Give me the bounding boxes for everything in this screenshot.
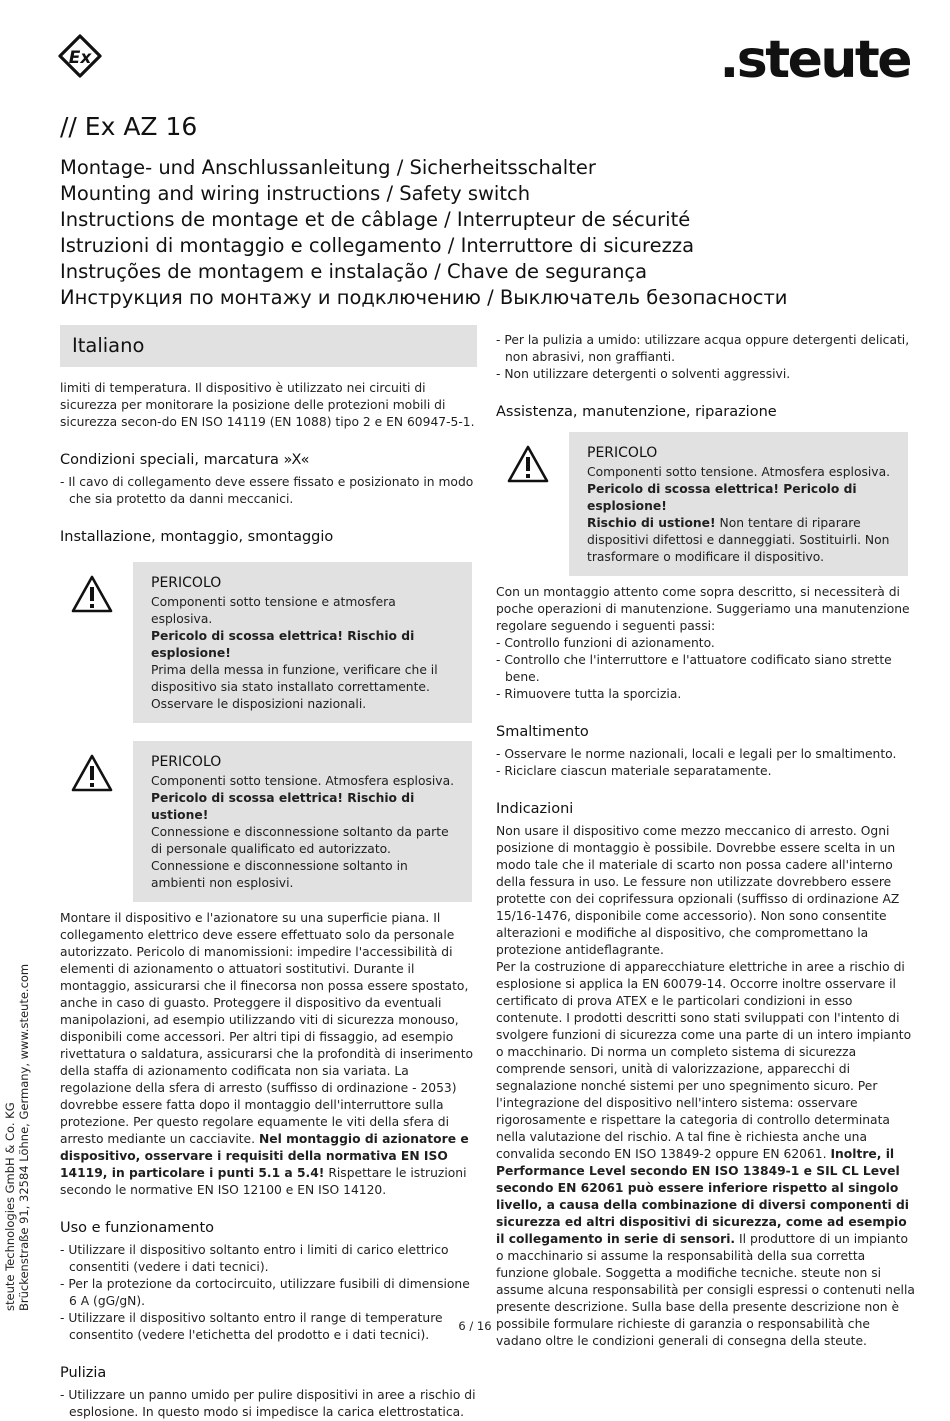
cleaning-item: - Non utilizzare detergenti o solventi aggressivi. — [496, 367, 791, 381]
cleaning-item: - Utilizzare un panno umido per pulire dispositivi in aree a rischio di esplosione. In questo modo si impedisce la carica elettrostatica. — [60, 1388, 476, 1419]
danger-box — [569, 432, 908, 576]
danger-bold-line: Pericolo di scossa elettrica! Rischio di ustione! — [151, 791, 415, 822]
language-title-ru: Инструкция по монтажу и подключению / Выключатель безопасности — [60, 286, 788, 309]
disposal-heading: Smaltimento — [496, 724, 589, 740]
maintenance-item: - Rimuovere tutta la sporcizia. — [496, 687, 682, 701]
cleaning-heading: Pulizia — [60, 1365, 107, 1381]
danger-bold-line: Pericolo di scossa elettrica! Pericolo di esplosione! — [587, 482, 857, 513]
warning-triangle-icon — [70, 753, 114, 793]
steute-logo: .steute — [719, 30, 910, 90]
danger-text: Connessione e disconnessione soltanto da parte di personale qualificato ed autorizzato. Connessione e disconnessione soltanto in ambienti non esplosivi. — [151, 825, 449, 890]
company-address: Brückenstraße 91, 32584 Löhne, Germany, www.steute.com — [17, 963, 31, 1311]
notes-bold-text: Inoltre, il Performance Level secondo EN ISO 13849-1 e SIL CL Level secondo EN 62061 può essere inferiore rispetto al singolo livello, a causa della combinazione di diversi componenti di sicurezza ed altri dispositivi di sicurezza, come ad esempio il collegamento in serie di sensori. — [496, 1147, 909, 1246]
use-item: - Per la protezione da cortocircuito, utilizzare fusibili di dimensione 6 A (gG/gN). — [60, 1277, 470, 1308]
language-title-pt: Instruções de montagem e instalação / Chave de segurança — [60, 260, 648, 283]
notes-paragraph-2 — [496, 959, 916, 1350]
danger-box — [133, 741, 472, 902]
document-title: // Ex AZ 16 — [60, 112, 198, 141]
use-item: - Utilizzare il dispositivo soltanto entro il range di temperature consentito (vedere l'etichetta del prodotto e i dati tecnici). — [60, 1311, 443, 1342]
danger-title: PERICOLO — [151, 754, 222, 770]
notes-tail-text: Il produttore di un impianto o macchinario si assume la responsabilità della sua corretta funzione globale. Soggetta a modifiche tecniche. steute non si assume alcuna responsabilità per consigli espressi o contenuti nella presente descrizione. Sulla base della presente descrizione non è possibile formulare richieste di garanzia o responsabilità che vadano oltre le condizioni generali di consegna della steute. — [496, 1232, 915, 1348]
danger-text: Non tentare di riparare dispositivi difettosi e danneggiati. Sostituirli. Non trasformare o modificare il dispositivo. — [587, 516, 890, 564]
company-address-vertical — [3, 964, 31, 1311]
danger-box — [133, 562, 472, 723]
language-title-list — [60, 155, 920, 311]
language-title-fr: Instructions de montage et de câblage / Interrupteur de sécurité — [60, 208, 691, 231]
special-conditions-heading: Condizioni speciali, marcatura »X« — [60, 452, 310, 468]
page-number: 6 / 16 — [458, 1319, 492, 1333]
mounting-paragraph — [60, 910, 480, 1199]
danger-line: Componenti sotto tensione. Atmosfera esplosiva. — [587, 465, 891, 479]
service-heading: Assistenza, manutenzione, riparazione — [496, 404, 777, 420]
use-heading: Uso e funzionamento — [60, 1220, 215, 1236]
notes-heading: Indicazioni — [496, 801, 574, 817]
language-title-de: Montage- und Anschlussanleitung / Sicherheitsschalter — [60, 156, 596, 179]
danger-bold-inline: Rischio di ustione! — [587, 516, 716, 530]
danger-text-block — [587, 515, 894, 566]
mounting-bold-text: Nel montaggio di azionatore e dispositivo, osservare i requisiti della normativa EN ISO 14119, in particolare i punti 5.1 a 5.4! — [60, 1132, 469, 1180]
warning-triangle-icon — [506, 444, 550, 484]
danger-text: Prima della messa in funzione, verificare che il dispositivo sia stato installato correttamente. Osservare le disposizioni nazionali. — [151, 663, 438, 711]
language-section-label: Italiano — [72, 334, 145, 357]
right-column — [496, 332, 916, 1350]
language-title-it: Istruzioni di montaggio e collegamento / Interruttore di sicurezza — [60, 234, 695, 257]
special-conditions-item: - Il cavo di collegamento deve essere fissato e posizionato in modo che sia protetto da danni meccanici. — [60, 475, 474, 506]
left-column — [60, 380, 480, 1421]
cleaning-item: - Per la pulizia a umido: utilizzare acqua oppure detergenti delicati, non abrasivi, non graffianti. — [496, 333, 910, 364]
notes-text: Per la costruzione di apparecchiature elettriche in aree a rischio di esplosione si applica la EN 60079-14. Occorre inoltre osservare il certificato di prova ATEX e le particolari condizioni in esso contenute. I prodotti descritti sono stati sviluppati con l'intento di svolgere funzioni di sicurezza come una parte di un intero impianto o macchinario. Di norma un completo sistema di sicurezza comprende sensori, unità di valorizzazione, apparecchi di segnalazione nonché sistemi per uno spegnimento sicuro. Per l'integrazione del dispositivo nell'intero sistema: osservare rigorosamente e rispettare la categoria di controllo determinata nella valutazione del rischio. A tal fine è richiesta anche una convalida secondo EN ISO 13849-2 oppure EN 62061. — [496, 960, 912, 1161]
danger-title: PERICOLO — [151, 575, 222, 591]
use-item: - Utilizzare il dispositivo soltanto entro i limiti di carico elettrico consentiti (vedere i dati tecnici). — [60, 1243, 449, 1274]
danger-bold-line: Pericolo di scossa elettrica! Rischio di esplosione! — [151, 629, 415, 660]
notes-paragraph: Non usare il dispositivo come mezzo meccanico di arresto. Ogni posizione di montaggio è possibile. Dovrebbe essere scelta in un modo tale che il materiale di scarto non possa cadere all'interno della fessura in uso. Le fessure non utilizzate dovrebbero essere protette con dei coprifessura opzionali (suffisso di ordinazione AZ 15/16-1476, disponibile come accessorio). Non sono consentite alterazioni e modifiche al dispositivo, che compromettano la protezione antideflagrante. — [496, 824, 900, 957]
maintenance-item: - Controllo che l'interruttore e l'attuatore codificato siano strette bene. — [496, 653, 892, 684]
svg-text:Ex: Ex — [68, 48, 92, 68]
intro-paragraph: limiti di temperatura. Il dispositivo è utilizzato nei circuiti di sicurezza per monitorare la posizione delle protezioni mobili di sicurezza secon-do EN ISO 14119 (EN 1088) tipo 2 e EN 60947-5-1. — [60, 381, 475, 429]
danger-title: PERICOLO — [587, 445, 658, 461]
maintenance-paragraph: Con un montaggio attento come sopra descritto, si necessiterà di poche operazioni di manutenzione. Suggeriamo una manutenzione regolare seguendo i seguenti passi: — [496, 585, 910, 633]
ex-atex-icon — [58, 34, 102, 78]
installation-heading: Installazione, montaggio, smontaggio — [60, 529, 334, 545]
danger-line: Componenti sotto tensione e atmosfera esplosiva. — [151, 595, 396, 626]
mounting-text: Montare il dispositivo e l'azionatore su una superficie piana. Il collegamento elettrico deve essere effettuato solo da personale autorizzato. Pericolo di manomissioni: impedire l'accessibilità di elementi di azionamento o attuatori sostitutivi. Durante il montaggio, assicurarsi che il finecorsa non possa essere spostato, anche in caso di guasto. Proteggere il dispositivo da eventuali manipolazioni, ad esempio utilizzando viti di sicurezza monouso, disponibili come accessori. Per altri tipi di fissaggio, ad esempio rivettatura o saldatura, assicurarsi che la profondità di inserimento della staffa di azionamento codificata non sia variata. La regolazione della sfera di arresto (suffisso di ordinazione - 2053) dovrebbe essere fatta dopo il montaggio dell'interruttore sulla protezione. Per questo regolare equamente le viti della sfera di arresto mediante un cacciavite. — [60, 911, 474, 1146]
danger-line: Componenti sotto tensione. Atmosfera esplosiva. — [151, 774, 455, 788]
disposal-item: - Osservare le norme nazionali, locali e legali per lo smaltimento. — [496, 747, 897, 761]
disposal-item: - Riciclare ciascun materiale separatamente. — [496, 764, 772, 778]
language-section-bar — [60, 325, 477, 367]
mounting-tail-text: Rispettare le istruzioni secondo le normative EN ISO 12100 e EN ISO 14120. — [60, 1166, 467, 1197]
maintenance-item: - Controllo funzioni di azionamento. — [496, 636, 715, 650]
warning-triangle-icon — [70, 574, 114, 614]
company-name: steute Technologies GmbH & Co. KG — [3, 1102, 17, 1311]
language-title-en: Mounting and wiring instructions / Safety switch — [60, 182, 531, 205]
